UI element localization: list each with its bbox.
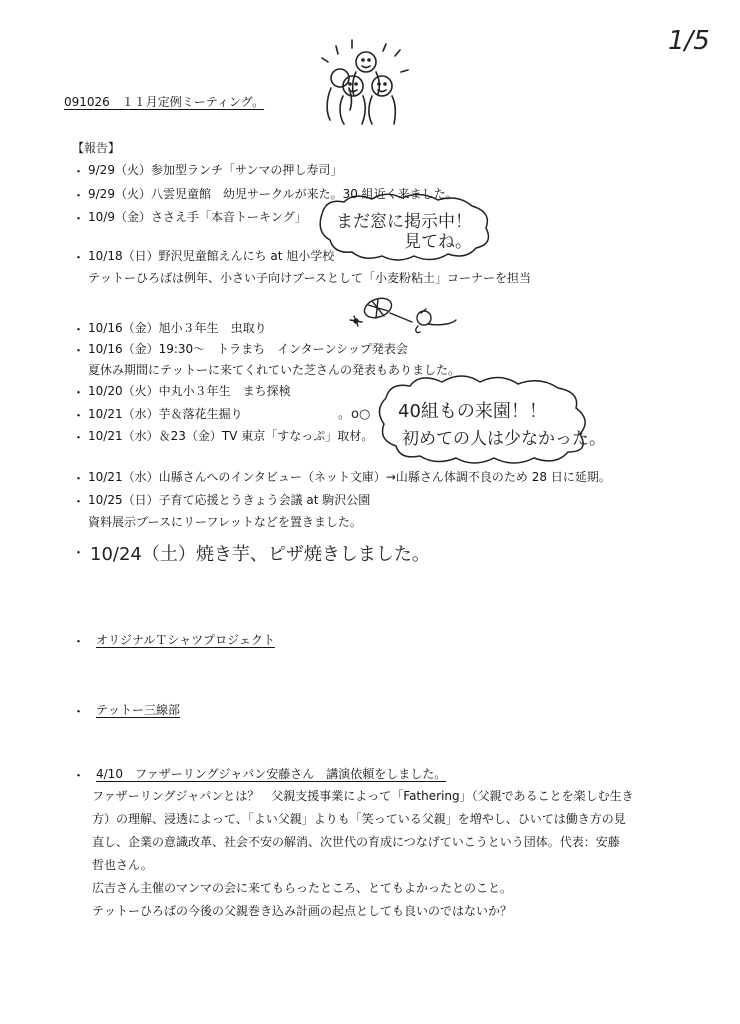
fathering-description-line: 広吉さん主催のマンマの会に来てもらったところ、とてもよかったとのこと。 (92, 881, 513, 895)
section-fathering-japan: 4/10 ファザーリングジャパン安藤さん 講演依頼をしました。 (96, 767, 447, 781)
cloud2-note-line2: 初めての人は少なかった。 (402, 429, 606, 449)
bullet: ・ (72, 431, 86, 446)
cloud2-note-line1: 40組もの来園！！ (398, 401, 547, 422)
bullet: ・ (72, 409, 86, 424)
bullet: ・ (72, 495, 86, 510)
fathering-description-line: テットーひろばの今後の父親巻き込み計画の起点としても良いのではないか？ (92, 904, 513, 918)
list-item: 10/20（火）中丸小３年生 まち探検 (88, 384, 291, 398)
list-item: 10/25（日）子育て応援とうきょう会議 at 駒沢公園 (88, 493, 371, 507)
bug-catching-doodle-icon (350, 295, 456, 333)
page-title: 091026 １１月定例ミーティング。 (64, 95, 265, 109)
list-item: 10/9（金）ささえ手「本音トーキング」 (88, 210, 307, 224)
report-heading: 【報告】 (72, 141, 121, 155)
list-item: 10/21（水）＆23（金）TV 東京「すなっぷ」取材。 (88, 429, 374, 443)
handwritten-yakiimo-note: 10/24（土）焼き芋、ピザ焼きしました。 (90, 544, 430, 565)
fathering-description-line: 哲也さん。 (92, 858, 153, 872)
list-item: 9/29（火）八雲児童館 幼児サークルが来た。30 組近く来ました。 (88, 187, 458, 201)
section-tshirt-project: オリジナルＴシャツプロジェクト (96, 633, 275, 647)
page-number: 1/5 (668, 26, 710, 56)
list-item: 10/18（日）野沢児童館えんにち at 旭小学校 (88, 249, 335, 263)
bullet: ・ (72, 344, 86, 359)
bullet: ・ (72, 386, 86, 401)
bullet: ・ (72, 635, 86, 650)
fathering-description-line: 方）の理解、浸透によって、「よい父親」よりも「笑っている父親」を増やし、ひいては働き方の見 (92, 812, 626, 826)
list-item: 10/16（金）19:30～ トラまち インターンシップ発表会 (88, 342, 408, 356)
list-item: 10/21（水）芋＆落花生掘り (88, 407, 243, 421)
list-item-note: 資料展示ブースにリーフレットなどを置きました。 (88, 515, 362, 529)
list-item: 9/29（火）参加型ランチ「サンマの押し寿司」 (88, 163, 343, 177)
cloud1-note-line1: まだ窓に掲示中！ (336, 212, 472, 232)
bullet: ・ (72, 705, 86, 720)
thought-dots: 。o○ (338, 407, 371, 422)
section-shamisen-club: テットー三線部 (96, 703, 181, 717)
bullet: ・ (72, 546, 86, 561)
cloud1-note-line2: 見てね。 (404, 232, 472, 252)
list-item: 10/21（水）山縣さんへのインタビュー（ネット文庫）→山縣さん体調不良のため 28 日に延期。 (88, 470, 611, 484)
list-item: 10/16（金）旭小３年生 虫取り (88, 321, 267, 335)
bullet: ・ (72, 472, 86, 487)
people-doodle-icon (322, 40, 408, 124)
bullet: ・ (72, 212, 86, 227)
list-item-note: テットーひろばは例年、小さい子向けブースとして「小麦粉粘土」コーナーを担当 (88, 271, 532, 285)
bullet: ・ (72, 769, 86, 784)
fathering-description-line: 直し、企業の意識改革、社会不安の解消、次世代の育成につなげていこうという団体。代表：安藤 (92, 835, 620, 849)
bullet: ・ (72, 251, 86, 266)
bullet: ・ (72, 165, 86, 180)
bullet: ・ (72, 189, 86, 204)
bullet: ・ (72, 323, 86, 338)
list-item-note: 夏休み期間にテットーに来てくれていた芝さんの発表もありました。 (88, 363, 461, 377)
fathering-description-line: ファザーリングジャパンとは？ 父親支援事業によって「Fathering」（父親であることを楽しむ生き (92, 789, 634, 803)
